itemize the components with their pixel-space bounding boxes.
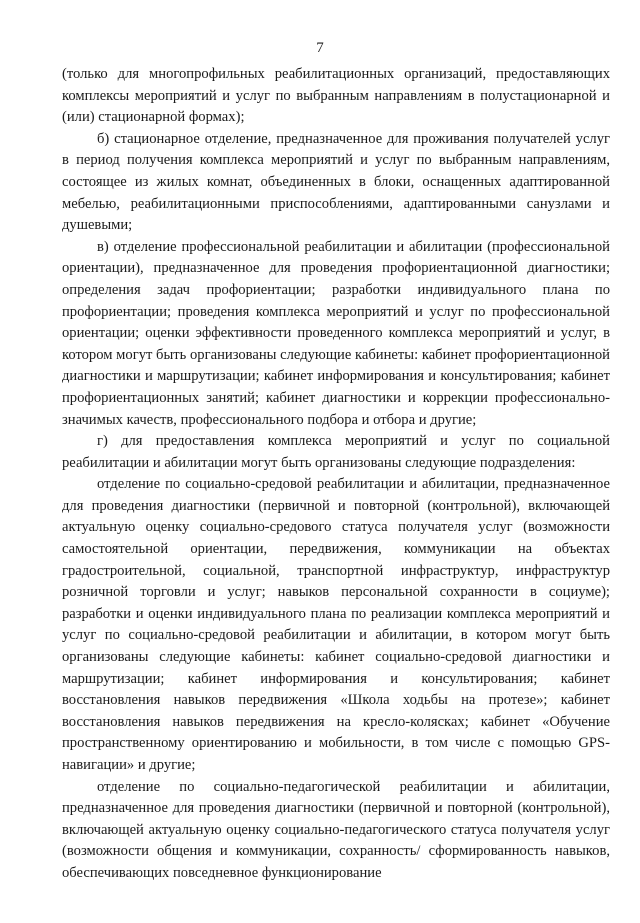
paragraph-g-social-rehabilitation: г) для предоставления комплекса мероприятий и услуг по социальной реабилитации и абилитации могут быть организованы следующие подразделения: (62, 433, 610, 471)
paragraph-social-environmental-department: отделение по социально-средовой реабилитации и абилитации, предназначенное для проведения диагностики (первичной и повторной (контрольной), включающей актуальную оценку социально-средового статуса получателя услуг (возможности самостоятельной ориентации, передвижения, коммуникации на объектах градостроительной, социальной, транспортной инфраструктур, инфраструктур розничной торговли и услуг; навыков персональной сохранности в социуме); разработки и оценки индивидуального плана по реализации комплекса мероприятий и услуг по социально-средовой реабилитации и абилитации, в котором могут быть организованы следующие кабинеты: кабинет социально-средовой диагностики и маршрутизации; кабинет информирования и консультирования; кабинет восстановления навыков передвижения «Школа ходьбы на протезе»; кабинет восстановления навыков передвижения на кресло-колясках; кабинет «Обучение пространственному ориентированию и мобильности, в том числе с помощью GPS-навигации» и другие; (62, 476, 610, 773)
paragraph-continuation: (только для многопрофильных реабилитационных организаций, предоставляющих комплексы мероприятий и услуг по выбранным направлениям в полустационарной и (или) стационарной формах); (62, 66, 610, 126)
paragraph-social-pedagogical-department: отделение по социально-педагогической реабилитации и абилитации, предназначенное для проведения диагностики (первичной и повторной (контрольной), включающей актуальную оценку социально-педагогического статуса получателя услуг (возможности общения и коммуникации, сохранность/ сформированность навыков, обеспечивающих повседневное функционирование (62, 778, 610, 881)
paragraph-b-inpatient-department: б) стационарное отделение, предназначенное для проживания получателей услуг в период получения комплекса мероприятий и услуг по выбранным направлениям, состоящее из жилых комнат, объединенных в блоки, оснащенных адаптированной мебелью, реабилитационными приспособлениями, адаптированными санузлами и душевыми; (62, 130, 610, 234)
document-body (62, 64, 610, 885)
page-number: 7 (316, 40, 324, 56)
paragraph-v-vocational-rehabilitation: в) отделение профессиональной реабилитации и абилитации (профессиональной ориентации), предназначенное для проведения профориентационной диагностики; определения задач профориентации; разработки индивидуального плана по профориентации; проведения комплекса мероприятий и услуг по профессиональной ориентации; оценки эффективности проведенного комплекса мероприятий и услуг, в котором могут быть организованы следующие кабинеты: кабинет профориентационной диагностики и маршрутизации; кабинет информирования и консультирования; кабинет профориентационных занятий; кабинет диагностики и коррекции профессионально-значимых качеств, профессионального подбора и отбора и другие; (62, 238, 610, 428)
